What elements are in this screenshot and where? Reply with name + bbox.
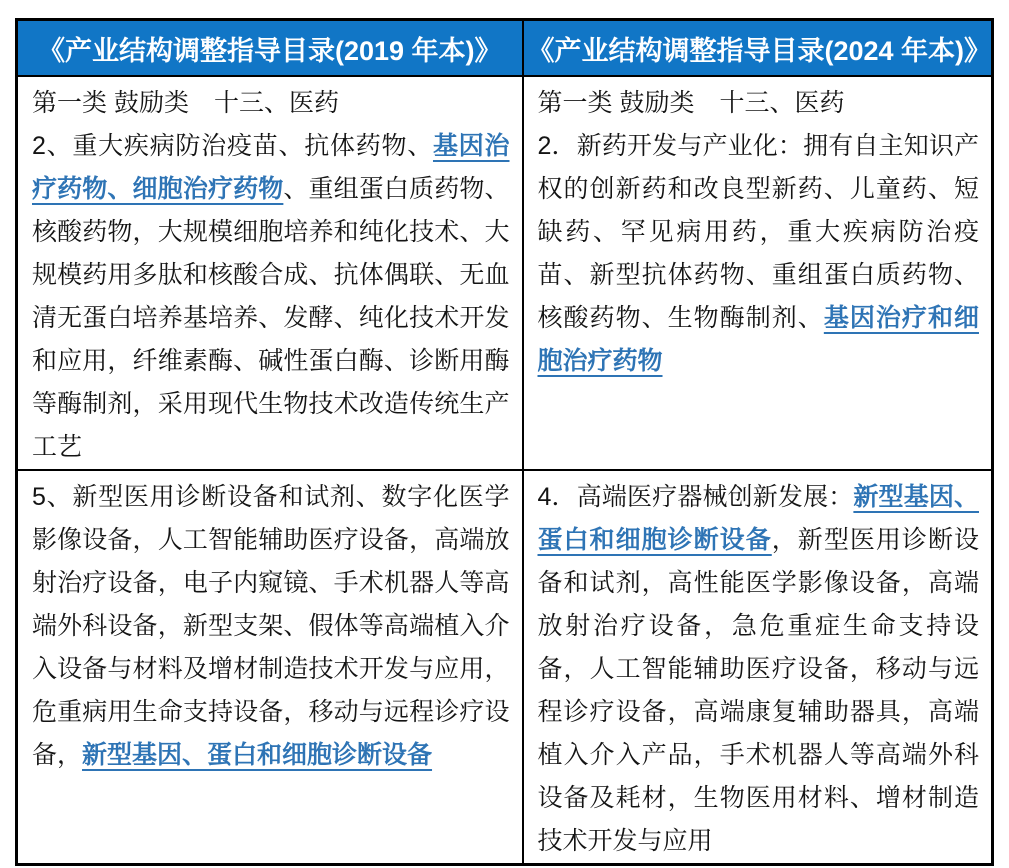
cell-2024-devices-entry xyxy=(523,470,993,865)
paragraph xyxy=(32,82,510,125)
highlighted-term: 新型基因、蛋白和细胞诊断设备 xyxy=(537,483,979,554)
text-run: ，新型医用诊断设备和试剂，高性能医学影像设备，高端放射治疗设备，急危重症生命支持设备，人工智能辅助医疗设备，移动与远程诊疗设备，高端康复辅助器具，高端植入介入产品，手术机器人等高端外科设备及耗材，生物医用材料、增材制造技术开发与应用 xyxy=(537,526,979,855)
text-run: 第一类 鼓励类 十三、医药 xyxy=(537,89,845,117)
paragraph xyxy=(538,476,980,863)
text-run: 5、新型医用诊断设备和试剂、数字化医学影像设备，人工智能辅助医疗设备，高端放射治疗设备，电子内窥镜、手术机器人等高端外科设备，新型支架、假体等高端植入介入设备与材料及增材制造技术开发与应用，危重病用生命支持设备，移动与远程诊疗设备， xyxy=(32,483,510,769)
highlighted-term: 基因治疗和细胞治疗药物 xyxy=(537,304,979,375)
cell-2024-pharma-entry xyxy=(523,76,993,470)
cell-2019-pharma-entry xyxy=(17,76,523,470)
text-run: 第一类 鼓励类 十三、医药 xyxy=(32,89,339,117)
paragraph xyxy=(538,125,980,383)
text-run: 2、重大疾病防治疫苗、抗体药物、 xyxy=(32,132,433,160)
header-row xyxy=(17,20,993,77)
text-run: 、重组蛋白质药物、核酸药物，大规模细胞培养和纯化技术、大规模药用多肽和核酸合成、抗体偶联、无血清无蛋白培养基培养、发酵、纯化技术开发和应用，纤维素酶、碱性蛋白酶、诊断用酶等酶制剂，采用现代生物技术改造传统生产工艺 xyxy=(32,175,510,461)
highlighted-term: 基因治疗药物、细胞治疗药物 xyxy=(32,132,510,203)
table-row-pharma xyxy=(17,76,993,470)
text-run: 2．新药开发与产业化：拥有自主知识产权的创新药和改良型新药、儿童药、短缺药、罕见病用药，重大疾病防治疫苗、新型抗体药物、重组蛋白质药物、核酸药物、生物酶制剂、 xyxy=(537,132,979,332)
column-header-2024-catalogue: 《产业结构调整指导目录(2024 年本)》 xyxy=(523,20,993,77)
table-row-medical-devices xyxy=(17,470,993,865)
highlighted-term: 新型基因、蛋白和细胞诊断设备 xyxy=(82,741,433,769)
paragraph xyxy=(538,82,980,125)
text-run: 4．高端医疗器械创新发展： xyxy=(537,483,854,511)
catalogue-comparison-table xyxy=(15,18,994,866)
cell-2019-devices-entry xyxy=(17,470,523,865)
paragraph xyxy=(32,125,510,469)
paragraph xyxy=(32,476,510,777)
column-header-2019-catalogue: 《产业结构调整指导目录(2019 年本)》 xyxy=(17,20,523,77)
